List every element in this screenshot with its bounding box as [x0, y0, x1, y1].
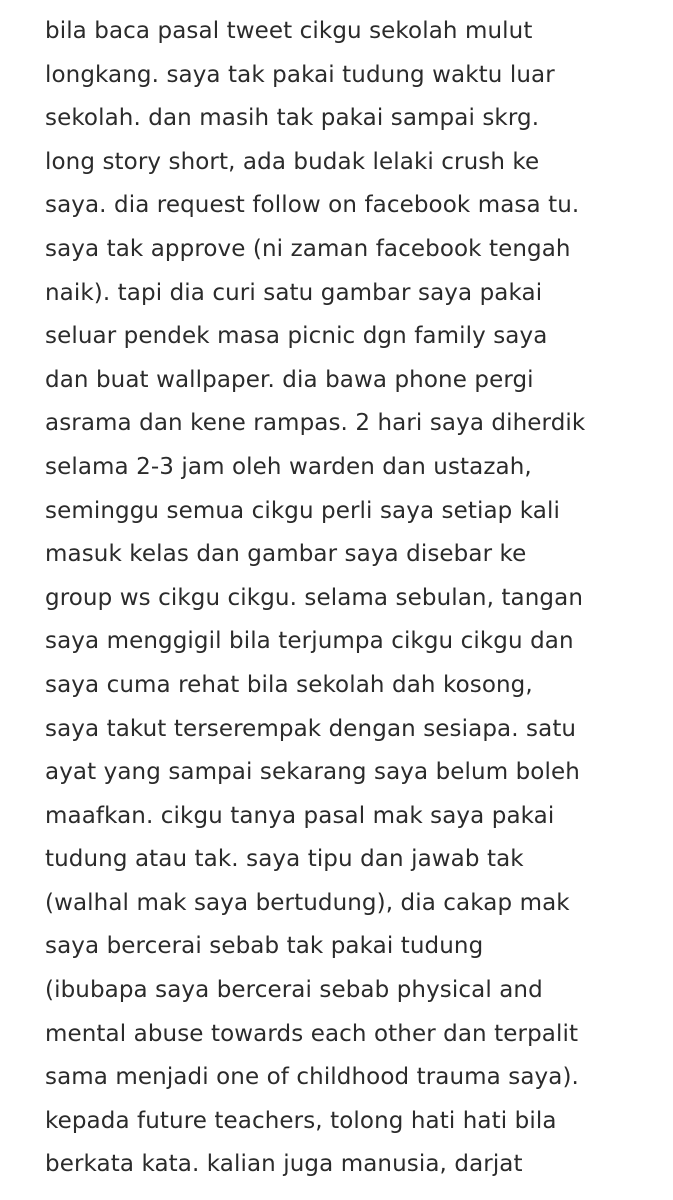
note-line: saya tak approve (ni zaman facebook tengah	[45, 235, 571, 262]
note-line: seminggu semua cikgu perli saya setiap kali	[45, 497, 560, 524]
note-line: bila baca pasal tweet cikgu sekolah mulut	[45, 18, 533, 44]
note-text-body	[45, 10, 665, 1187]
note-line: tudung atau tak. saya tipu dan jawab tak	[45, 846, 524, 873]
note-line: (walhal mak saya bertudung), dia cakap mak	[45, 889, 570, 916]
note-line: maafkan. cikgu tanya pasal mak saya pakai	[45, 802, 555, 829]
note-line: naik). tapi dia curi satu gambar saya pakai	[45, 279, 543, 306]
note-line: asrama dan kene rampas. 2 hari saya diherdik	[45, 410, 586, 437]
note-line: seluar pendek masa picnic dgn family saya	[45, 323, 548, 350]
note-line: (ibubapa saya bercerai sebab physical and	[45, 977, 543, 1004]
note-line: longkang. saya tak pakai tudung waktu luar	[45, 61, 555, 88]
note-line: long story short, ada budak lelaki crush ke	[45, 148, 540, 175]
note-line: group ws cikgu cikgu. selama sebulan, tangan	[45, 584, 583, 611]
note-line: saya takut terserempak dengan sesiapa. satu	[45, 715, 577, 742]
note-line: berkata kata. kalian juga manusia, darjat	[45, 1151, 523, 1178]
note-line: saya. dia request follow on facebook masa tu.	[45, 192, 580, 219]
note-line: ayat yang sampai sekarang saya belum boleh	[45, 759, 580, 786]
note-line: selama 2-3 jam oleh warden dan ustazah,	[45, 453, 532, 480]
note-line: dan buat wallpaper. dia bawa phone pergi	[45, 366, 534, 393]
note-line: sekolah. dan masih tak pakai sampai skrg.	[45, 105, 540, 132]
note-line: sama menjadi one of childhood trauma saya).	[45, 1064, 579, 1091]
note-line: saya menggigil bila terjumpa cikgu cikgu dan	[45, 628, 574, 655]
note-line: mental abuse towards each other dan terpalit	[45, 1020, 579, 1047]
note-line: kepada future teachers, tolong hati hati bila	[45, 1107, 557, 1134]
note-line: masuk kelas dan gambar saya disebar ke	[45, 541, 527, 568]
note-line: saya cuma rehat bila sekolah dah kosong,	[45, 671, 533, 698]
note-line: saya bercerai sebab tak pakai tudung	[45, 933, 484, 960]
